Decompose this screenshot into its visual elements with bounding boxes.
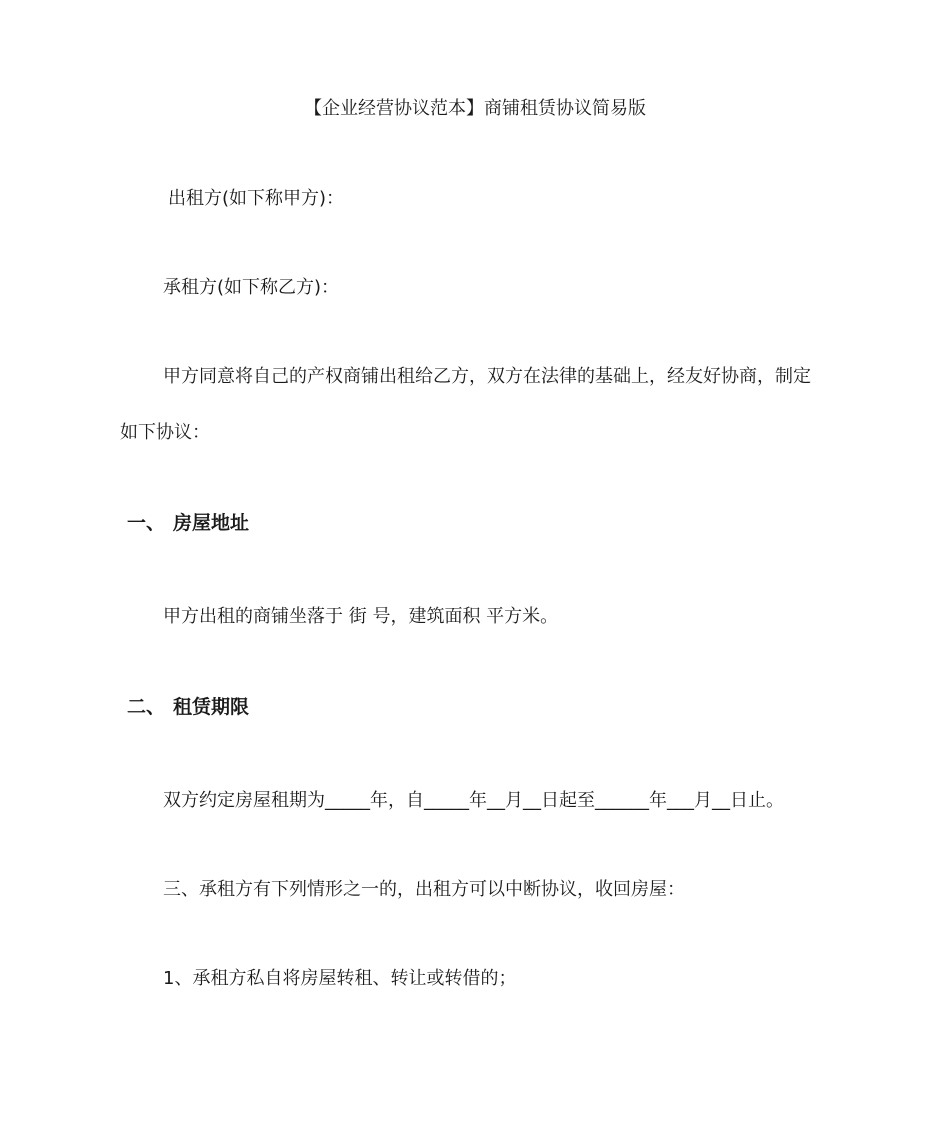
intro-paragraph-line-1: 甲方同意将自己的产权商铺出租给乙方，双方在法律的基础上，经友好协商，制定 (163, 366, 811, 387)
document-title: 【企业经营协议范本】商铺租赁协议简易版 (304, 98, 646, 119)
section-2-title: 租赁期限 (173, 696, 250, 718)
section-3-heading: 三、承租方有下列情形之一的，出租方可以中断协议，收回房屋： (163, 879, 685, 900)
section-1-title: 房屋地址 (173, 512, 250, 534)
section-2-number: 二、 (127, 696, 166, 718)
section-3-item-1: 1、承租方私自将房屋转租、转让或转借的； (163, 968, 517, 989)
lessor-line: 出租方(如下称甲方)： (168, 188, 345, 209)
section-1-body: 甲方出租的商铺坐落于 街 号，建筑面积 平方米。 (163, 606, 559, 627)
section-1-number: 一、 (127, 512, 166, 534)
section-1-heading (127, 511, 249, 535)
section-2-heading (127, 695, 249, 719)
section-2-body: 双方约定房屋租期为_____年，自_____年__月__日起至______年___月__日止。 (163, 790, 784, 811)
intro-paragraph-line-2: 如下协议： (120, 422, 210, 443)
lessee-line: 承租方(如下称乙方)： (163, 277, 340, 298)
